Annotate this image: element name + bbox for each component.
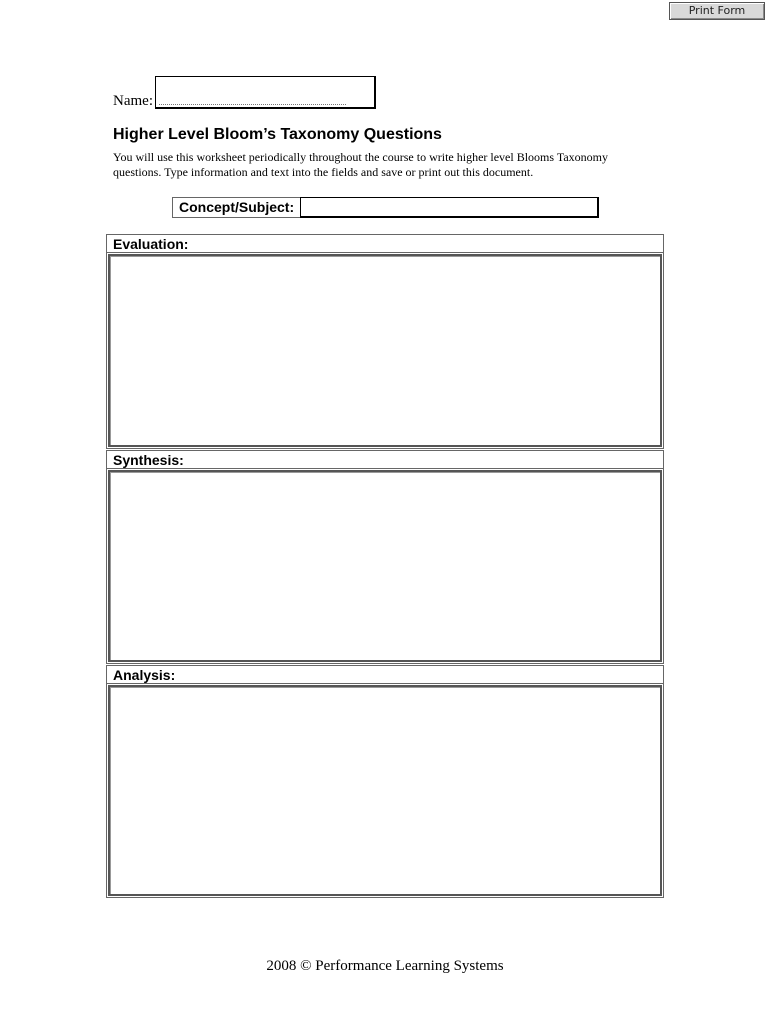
evaluation-header: Evaluation: — [107, 235, 663, 253]
print-form-button[interactable]: Print Form — [669, 2, 765, 20]
evaluation-section — [106, 234, 664, 449]
instructions-line-1: You will use this worksheet periodically throughout the course to write higher level Blooms Taxonomy — [113, 150, 608, 164]
instructions-text — [113, 150, 653, 180]
concept-subject-row — [172, 197, 599, 219]
name-field-underline — [159, 104, 346, 105]
synthesis-header: Synthesis: — [107, 451, 663, 469]
concept-subject-field[interactable] — [300, 197, 599, 218]
instructions-line-2: questions. Type information and text into the fields and save or print out this document. — [113, 165, 534, 179]
analysis-section — [106, 665, 664, 898]
concept-subject-label: Concept/Subject: — [172, 197, 300, 218]
synthesis-section — [106, 450, 664, 664]
evaluation-textarea[interactable] — [108, 254, 662, 447]
synthesis-textarea[interactable] — [108, 470, 662, 662]
footer-copyright: 2008 © Performance Learning Systems — [266, 958, 504, 974]
name-field[interactable] — [155, 76, 376, 109]
page-title: Higher Level Bloom’s Taxonomy Questions — [113, 126, 442, 143]
name-label: Name: — [113, 93, 153, 109]
analysis-textarea[interactable] — [108, 685, 662, 896]
analysis-header: Analysis: — [107, 666, 663, 684]
